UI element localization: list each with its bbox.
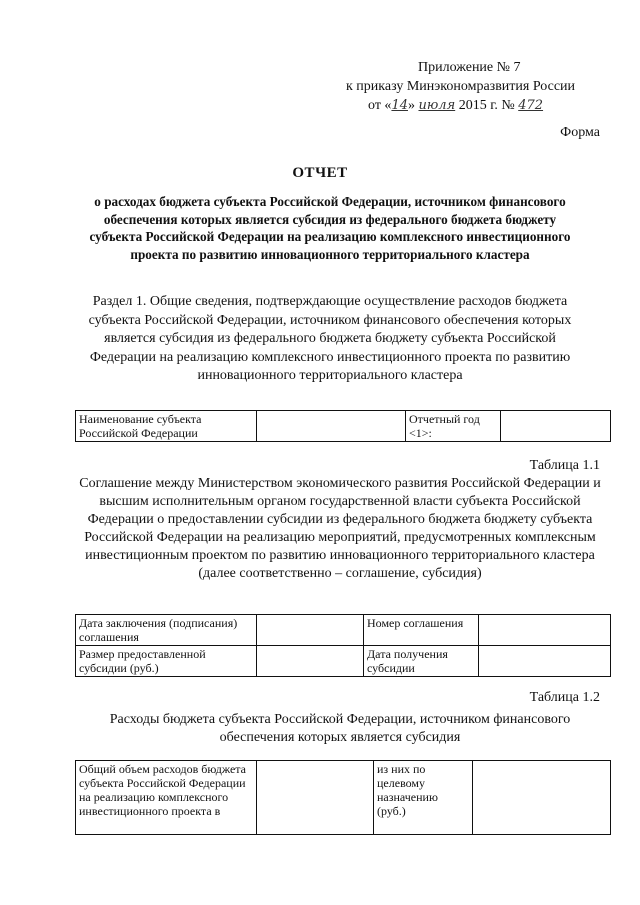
report-title: ОТЧЕТ: [292, 165, 348, 181]
expenses-table: [75, 760, 611, 835]
appendix-number: Приложение № 7: [418, 60, 521, 75]
agreement-date-label: Дата заключения (подписания) соглашения: [76, 615, 257, 646]
table-1-1-caption: Соглашение между Министерством экономического развития Российской Федерации и высшим исполнительным органом государственной власти субъекта Российской Федерации о предоставлении субсидии из федерального бюджета бюджету субъекта Российской Федерации на реализацию мероприятий, предусмотренных комплексным инвестиционным проектом по развитию инновационного территориального кластера (далее соответственно – соглашение, субсидия): [79, 476, 601, 581]
report-year-label: Отчетный год <1>:: [406, 411, 501, 442]
subsidy-amount-cell[interactable]: [257, 646, 364, 677]
handwritten-day: 14: [391, 98, 408, 113]
subject-name-cell[interactable]: [257, 411, 406, 442]
agreement-table: [75, 614, 611, 677]
handwritten-month: июля: [418, 98, 456, 113]
subsidy-received-cell[interactable]: [479, 646, 611, 677]
order-reference: к приказу Минэкономразвития России: [346, 79, 576, 94]
total-expenses-label: Общий объем расходов бюджета субъекта Российской Федерации на реализацию комплексного инвестиционного проекта в: [76, 761, 257, 835]
form-label: Форма: [560, 125, 600, 140]
subsidy-amount-label: Размер предоставленной субсидии (руб.): [76, 646, 257, 677]
targeted-expenses-label: из них по целевому назначению (руб.): [374, 761, 473, 835]
total-expenses-cell[interactable]: [257, 761, 374, 835]
approval-block: [330, 58, 600, 115]
report-subtitle: о расходах бюджета субъекта Российской Федерации, источником финансового обеспечения которых является субсидия из федерального бюджета бюджету субъекта Российской Федерации на реализацию комплексного инвестиционного проекта по развитию инновационного территориального кластера: [89, 194, 571, 262]
targeted-expenses-cell[interactable]: [473, 761, 611, 835]
section-1-heading: Раздел 1. Общие сведения, подтверждающие осуществление расходов бюджета субъекта Российской Федерации, источником финансового обеспечения которых является субсидия из федерального бюджета бюджету субъекта Российской Федерации на реализацию комплексного инвестиционного проекта по развитию инновационного территориального кластера: [88, 294, 572, 383]
subject-name-label: Наименование субъекта Российской Федерации: [76, 411, 257, 442]
agreement-number-cell[interactable]: [479, 615, 611, 646]
agreement-date-cell[interactable]: [257, 615, 364, 646]
handwritten-order-number: 472: [518, 98, 544, 113]
subject-table: [75, 410, 611, 442]
report-year-cell[interactable]: [501, 411, 611, 442]
table-1-2-caption: Расходы бюджета субъекта Российской Федерации, источником финансового обеспечения которых является субсидия: [109, 712, 571, 745]
agreement-number-label: Номер соглашения: [364, 615, 479, 646]
order-date-line: от «14» июля 2015 г. № 472: [368, 98, 544, 113]
table-1-1-label: Таблица 1.1: [529, 458, 600, 473]
subsidy-received-label: Дата получения субсидии: [364, 646, 479, 677]
table-1-2-label: Таблица 1.2: [529, 690, 600, 705]
